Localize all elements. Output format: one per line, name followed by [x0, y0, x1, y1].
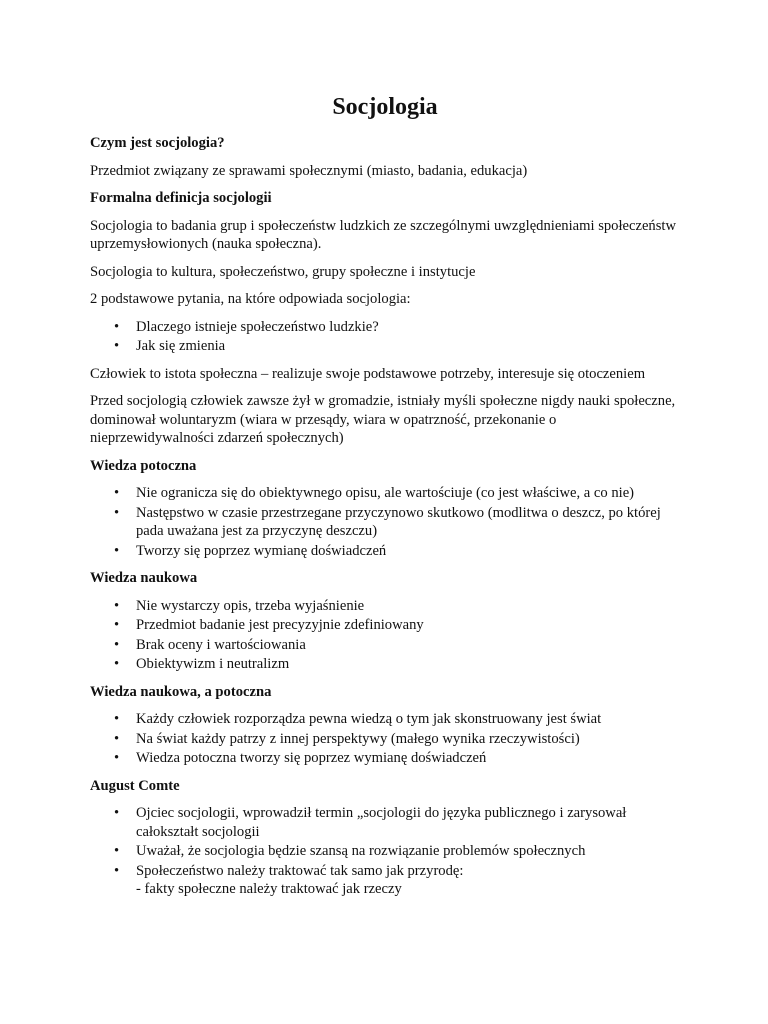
bullet-icon: • — [114, 843, 120, 859]
bullet-icon: • — [114, 656, 120, 672]
list-item-text: Uważał, że socjologia będzie szansą na rozwiązanie problemów społecznych — [136, 843, 586, 859]
section-heading: Czym jest socjologia? — [90, 135, 225, 151]
section-heading: Wiedza potoczna — [90, 457, 197, 474]
paragraph: Człowiek to istota społeczna – realizuje swoje podstawowe potrzeby, interesuje się otoczeniem — [90, 365, 646, 382]
bullet-icon: • — [114, 597, 120, 614]
section-heading: Wiedza naukowa, a potoczna — [90, 683, 272, 700]
list-item — [114, 655, 680, 674]
bullet-icon: • — [114, 338, 120, 354]
bullet-icon: • — [114, 750, 120, 766]
list-item-text: Nie ogranicza się do obiektywnego opisu, ale wartościuje (co jest właściwe, a co nie) — [136, 485, 635, 501]
list-item-text: Dlaczego istnieje społeczeństwo ludzkie? — [136, 318, 379, 335]
bullet-list — [90, 318, 680, 356]
list-subitem-text: - fakty społeczne należy traktować jak rzeczy — [136, 881, 402, 897]
bullet-list — [90, 804, 680, 899]
list-item-text: Obiektywizm i neutralizm — [136, 656, 290, 672]
list-item — [114, 842, 680, 861]
list-item — [114, 318, 680, 337]
paragraph: Socjologia to badania grup i społeczeństw ludzkich ze szczególnymi uwzględnieniami społeczeństw uprzemysłowionych (nauka społeczna). — [90, 217, 677, 252]
list-item — [114, 862, 680, 899]
bullet-icon: • — [114, 542, 120, 559]
bullet-icon: • — [114, 636, 120, 653]
section-heading: Wiedza naukowa — [90, 570, 198, 586]
list-item-text: Ojciec socjologii, wprowadził termin „socjologii do języka publicznego i zarysował całokształt socjologii — [136, 805, 627, 840]
paragraph: Socjologia to kultura, społeczeństwo, grupy społeczne i instytucje — [90, 263, 476, 280]
bullet-list — [90, 484, 680, 560]
list-item-text: Społeczeństwo należy traktować tak samo jak przyrodę: — [136, 862, 464, 879]
list-item-text: Nie wystarczy opis, trzeba wyjaśnienie — [136, 597, 365, 614]
bullet-list — [90, 710, 680, 768]
list-item — [114, 597, 680, 616]
list-item-text: Brak oceny i wartościowania — [136, 636, 306, 653]
list-item — [114, 804, 680, 841]
section-heading: Formalna definicja socjologii — [90, 190, 272, 206]
paragraph: Przedmiot związany ze sprawami społecznymi (miasto, badania, edukacja) — [90, 162, 528, 179]
list-item-text: Następstwo w czasie przestrzegane przyczynowo skutkowo (modlitwa o deszcz, po której pada uważana jest za przyczynę deszczu) — [136, 504, 661, 539]
paragraph: 2 podstawowe pytania, na które odpowiada socjologia: — [90, 291, 411, 307]
list-item-text: Na świat każdy patrzy z innej perspektywy (małego wynika rzeczywistości) — [136, 730, 580, 747]
list-item-text: Przedmiot badanie jest precyzyjnie zdefiniowany — [136, 617, 424, 633]
list-item — [114, 504, 680, 541]
list-item — [114, 710, 680, 729]
list-item — [114, 749, 680, 768]
list-item — [114, 484, 680, 503]
list-item-text: Każdy człowiek rozporządza pewna wiedzą o tym jak skonstruowany jest świat — [136, 711, 602, 727]
list-item-text: Wiedza potoczna tworzy się poprzez wymianę doświadczeń — [136, 750, 487, 766]
bullet-list — [90, 597, 680, 674]
bullet-icon: • — [114, 485, 120, 501]
bullet-icon: • — [114, 730, 120, 747]
bullet-icon: • — [114, 617, 120, 633]
list-item-text: Jak się zmienia — [136, 338, 226, 354]
bullet-icon: • — [114, 504, 120, 521]
list-item — [114, 337, 680, 356]
bullet-icon: • — [114, 805, 120, 821]
list-item — [114, 636, 680, 655]
document-title: Socjologia — [332, 94, 438, 120]
bullet-icon: • — [114, 318, 120, 335]
section-heading: August Comte — [90, 777, 180, 794]
list-item — [114, 730, 680, 749]
list-item — [114, 616, 680, 635]
list-item — [114, 542, 680, 561]
list-item-text: Tworzy się poprzez wymianę doświadczeń — [136, 542, 387, 559]
paragraph: Przed socjologią człowiek zawsze żył w gromadzie, istniały myśli społeczne nigdy nauki społeczne, dominował woluntaryzm (wiara w przesądy, wiara w opatrzność, przekonanie o nieprzewidywalności zdarzeń społecznych) — [90, 393, 676, 446]
bullet-icon: • — [114, 711, 120, 727]
bullet-icon: • — [114, 862, 120, 879]
